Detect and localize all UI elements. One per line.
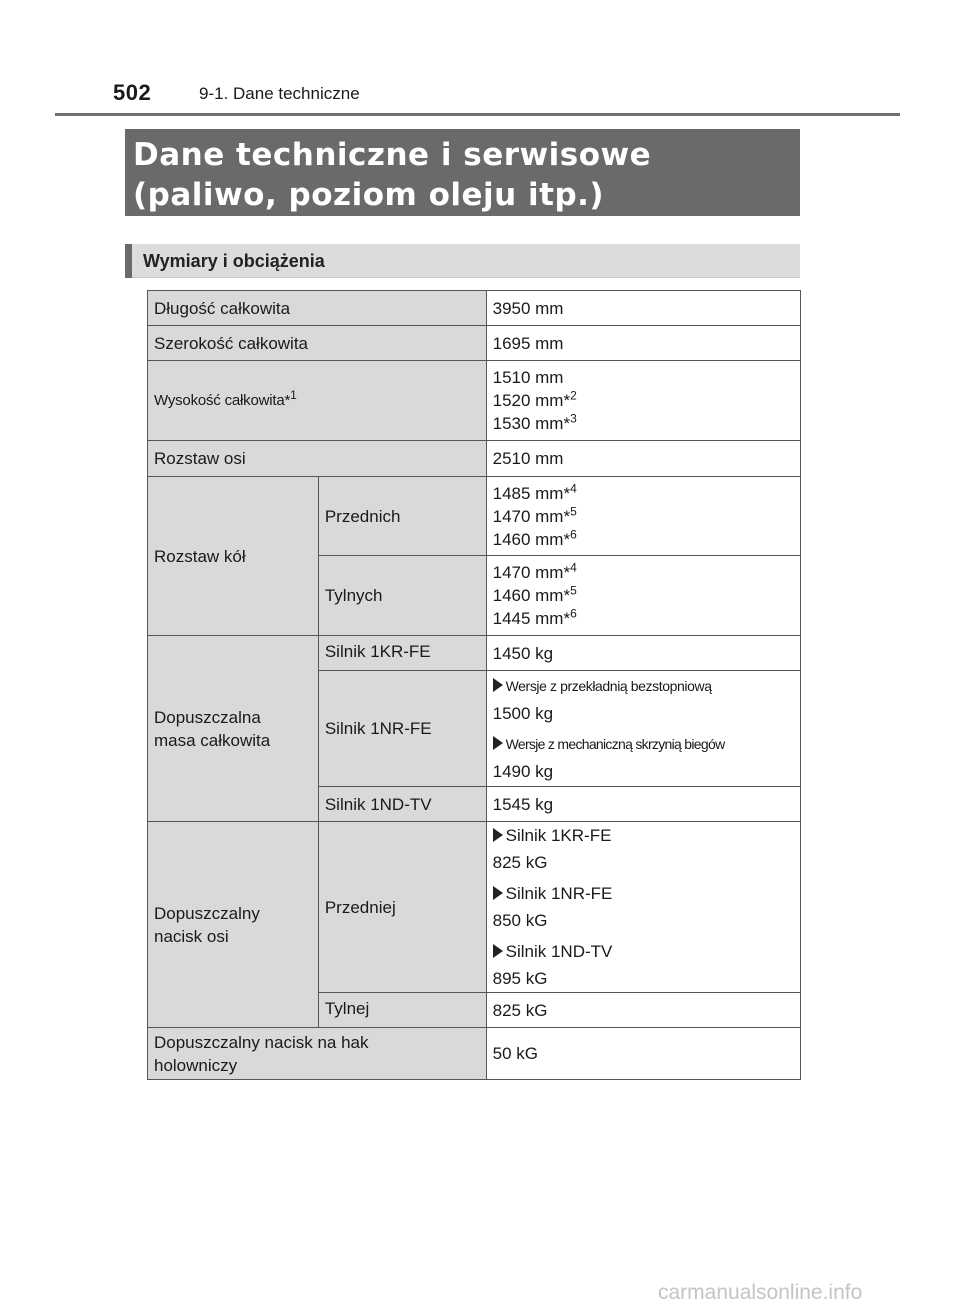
footnote-ref: 3 xyxy=(570,411,577,426)
arrow-right-icon xyxy=(493,678,503,692)
footnote-ref: 2 xyxy=(570,388,577,403)
subsection-header xyxy=(125,244,800,278)
dimensions-table xyxy=(147,290,801,1080)
engine-line: Silnik 1ND-TV xyxy=(493,938,794,965)
value-line: 1470 mm*$^4$ xyxy=(492,560,577,582)
subsection-title: Wymiary i obciążenia xyxy=(143,251,325,271)
variant-line: Wersje z przekładnią bezstopniową xyxy=(493,673,794,700)
engine-line: Silnik 1NR-FE xyxy=(493,880,794,907)
table-row-track-front xyxy=(148,477,801,556)
label-line: masa całkowita xyxy=(154,730,271,750)
row-value: 1545 kg xyxy=(486,787,800,822)
sub-label: Silnik 1KR-FE xyxy=(318,636,486,671)
row-label xyxy=(148,1028,487,1080)
engine-line: Silnik 1KR-FE xyxy=(493,822,794,849)
row-value: 2510 mm xyxy=(486,441,800,477)
sub-label: Tylnych xyxy=(318,556,486,636)
table-row-length xyxy=(148,291,801,326)
footnote-ref: 5 xyxy=(570,503,577,518)
value-line: 1510 mm xyxy=(492,368,564,387)
value-line: 1485 mm*$^4$ xyxy=(492,480,577,503)
row-value xyxy=(486,477,800,556)
table-row-tow-hook xyxy=(148,1028,801,1080)
row-label xyxy=(148,822,319,1028)
header-rule xyxy=(55,113,900,116)
page-number: 502 xyxy=(113,80,152,105)
variant-line: Wersje z mechaniczną skrzynią biegów xyxy=(493,731,794,758)
table-row-wheelbase xyxy=(148,441,801,477)
value-line: 825 kG xyxy=(492,853,548,872)
value-line: 850 kG xyxy=(492,911,548,930)
footnote-ref: 6 xyxy=(570,606,577,621)
value-line: 1500 kg xyxy=(492,703,554,723)
row-label: Rozstaw osi xyxy=(148,441,487,477)
row-value xyxy=(486,556,800,636)
section-label: 9-1. Dane techniczne xyxy=(199,84,360,103)
label-line: Dopuszczalny xyxy=(154,903,260,923)
row-label xyxy=(148,361,487,441)
subsection-accent-bar xyxy=(125,244,132,278)
sub-label: Tylnej xyxy=(318,993,486,1028)
row-value: 1695 mm xyxy=(486,326,800,361)
label-line: nacisk osi xyxy=(154,926,229,946)
row-value: 1450 kg xyxy=(486,636,800,671)
chapter-title: Dane techniczne i serwisowe (paliwo, poziom oleju itp.) xyxy=(125,129,800,216)
arrow-right-icon xyxy=(493,736,503,750)
footnote-ref: 1 xyxy=(290,388,297,402)
value-line: 1490 kg xyxy=(492,761,554,781)
value-line: 1520 mm*$^2$ xyxy=(492,388,577,410)
table-row-mass-1kr xyxy=(148,636,801,671)
label-line: Dopuszczalna xyxy=(154,707,261,727)
sub-label: Przednich xyxy=(318,477,486,556)
row-value: 3950 mm xyxy=(486,291,800,326)
arrow-right-icon xyxy=(493,944,503,958)
value-line: 1530 mm*$^3$ xyxy=(492,411,577,433)
sub-label: Przedniej xyxy=(318,822,486,993)
footnote-ref: 4 xyxy=(570,560,577,575)
row-label: Rozstaw kół xyxy=(148,477,319,636)
label-line: Dopuszczalny nacisk na hak xyxy=(154,1032,369,1052)
sub-label: Silnik 1ND-TV xyxy=(318,787,486,822)
arrow-right-icon xyxy=(493,886,503,900)
row-label: Długość całkowita xyxy=(148,291,487,326)
row-label xyxy=(148,636,319,822)
footnote-ref: 5 xyxy=(570,583,577,598)
row-value: 50 kG xyxy=(486,1028,800,1080)
footnote-ref: 4 xyxy=(570,480,577,495)
row-value: 825 kG xyxy=(486,993,800,1028)
table-row-width xyxy=(148,326,801,361)
value-line: 1445 mm*$^6$ xyxy=(492,606,577,628)
row-label: Szerokość całkowita xyxy=(148,326,487,361)
table-row-height xyxy=(148,361,801,441)
value-line: 1460 mm*$^6$ xyxy=(492,526,577,549)
footnote-ref: 6 xyxy=(570,526,577,541)
value-line: 895 kG xyxy=(492,969,548,988)
height-label-text: Wysokość całkowita* xyxy=(154,392,291,409)
sub-label: Silnik 1NR-FE xyxy=(318,671,486,787)
label-line: holowniczy xyxy=(154,1055,238,1075)
watermark: carmanualsonline.info xyxy=(658,1281,863,1304)
row-value xyxy=(486,361,800,441)
table-row-axle-front xyxy=(148,822,801,993)
arrow-right-icon xyxy=(493,828,503,842)
row-value xyxy=(486,671,800,787)
value-line: 1460 mm*$^5$ xyxy=(492,583,577,605)
value-line: 1470 mm*$^5$ xyxy=(492,503,577,526)
row-value xyxy=(486,822,800,993)
